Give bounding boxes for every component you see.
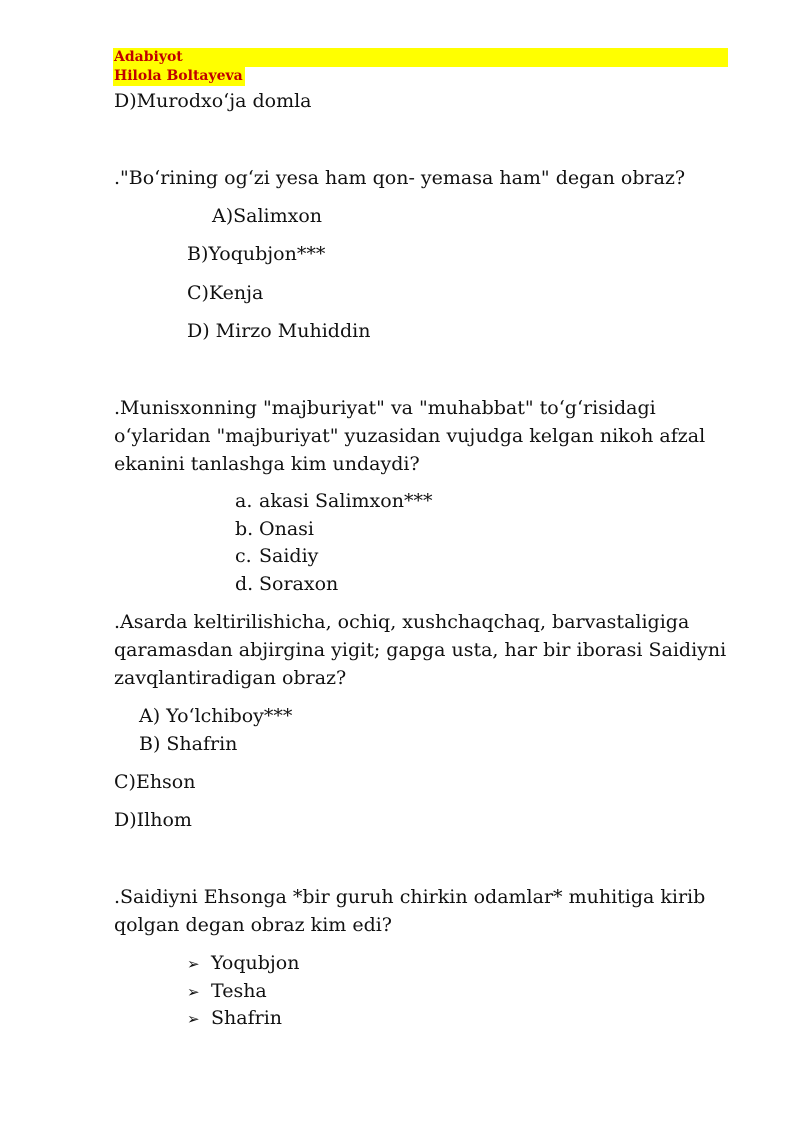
q3-option-a: A) Yo‘lchiboy*** [139, 705, 293, 727]
q2-marker-c: c. [235, 545, 252, 567]
q4-option-3 [187, 1006, 282, 1031]
q2-option-a-text: akasi Salimxon*** [259, 490, 433, 512]
q3-question: .Asarda keltirilishicha, ochiq, xushchaqchaq, barvastaligiga qaramasdan abjirgina yigit; gapga usta, har bir iborasi Saidiyni zavqlantiradigan obraz? [114, 611, 727, 689]
author-header: Hilola Boltayeva [114, 68, 243, 84]
q2-marker-a: a. [235, 490, 253, 512]
subject-header: Adabiyot [113, 48, 728, 67]
q2-option-b [235, 517, 314, 541]
q3-option-d: D)Ilhom [114, 809, 192, 831]
q1-option-d: D) Mirzo Muhiddin [187, 320, 371, 342]
q1-option-b: B)Yoqubjon*** [187, 243, 326, 265]
arrow-bullet-icon: ➢ [187, 1010, 200, 1028]
q2-marker-b: b. [235, 518, 254, 540]
q2-option-c [235, 544, 318, 568]
q3-option-b: B) Shafrin [139, 733, 238, 755]
q1-question: ."Bo‘rining og‘zi yesa ham qon- yemasa ham" degan obraz? [114, 167, 686, 189]
q1-option-c: C)Kenja [187, 282, 264, 304]
q2-marker-d: d. [235, 573, 254, 595]
arrow-bullet-icon: ➢ [187, 955, 200, 973]
q2-option-b-text: Onasi [259, 518, 314, 540]
q2-option-a [235, 489, 432, 513]
q4-option-1 [187, 951, 299, 976]
q1-option-a: A)Salimxon [212, 205, 323, 227]
q3-option-c: C)Ehson [114, 771, 196, 793]
q0-option-d: D)Murodxo‘ja domla [114, 90, 312, 112]
q4-option-2 [187, 979, 267, 1004]
q2-question: .Munisxonning "majburiyat" va "muhabbat" to‘g‘risidagi o‘ylaridan "majburiyat" yuzasidan vujudga kelgan nikoh afzal ekanini tanlashga kim undaydi? [114, 397, 706, 475]
q2-option-d [235, 572, 338, 596]
q4-question: .Saidiyni Ehsonga *bir guruh chirkin odamlar* muhitiga kirib qolgan degan obraz kim edi? [114, 886, 706, 936]
q2-option-d-text: Soraxon [259, 573, 339, 595]
q4-option-3-text: Shafrin [211, 1007, 283, 1029]
q4-option-2-text: Tesha [211, 980, 267, 1002]
arrow-bullet-icon: ➢ [187, 983, 200, 1001]
q2-option-c-text: Saidiy [259, 545, 319, 567]
q4-option-1-text: Yoqubjon [211, 952, 300, 974]
